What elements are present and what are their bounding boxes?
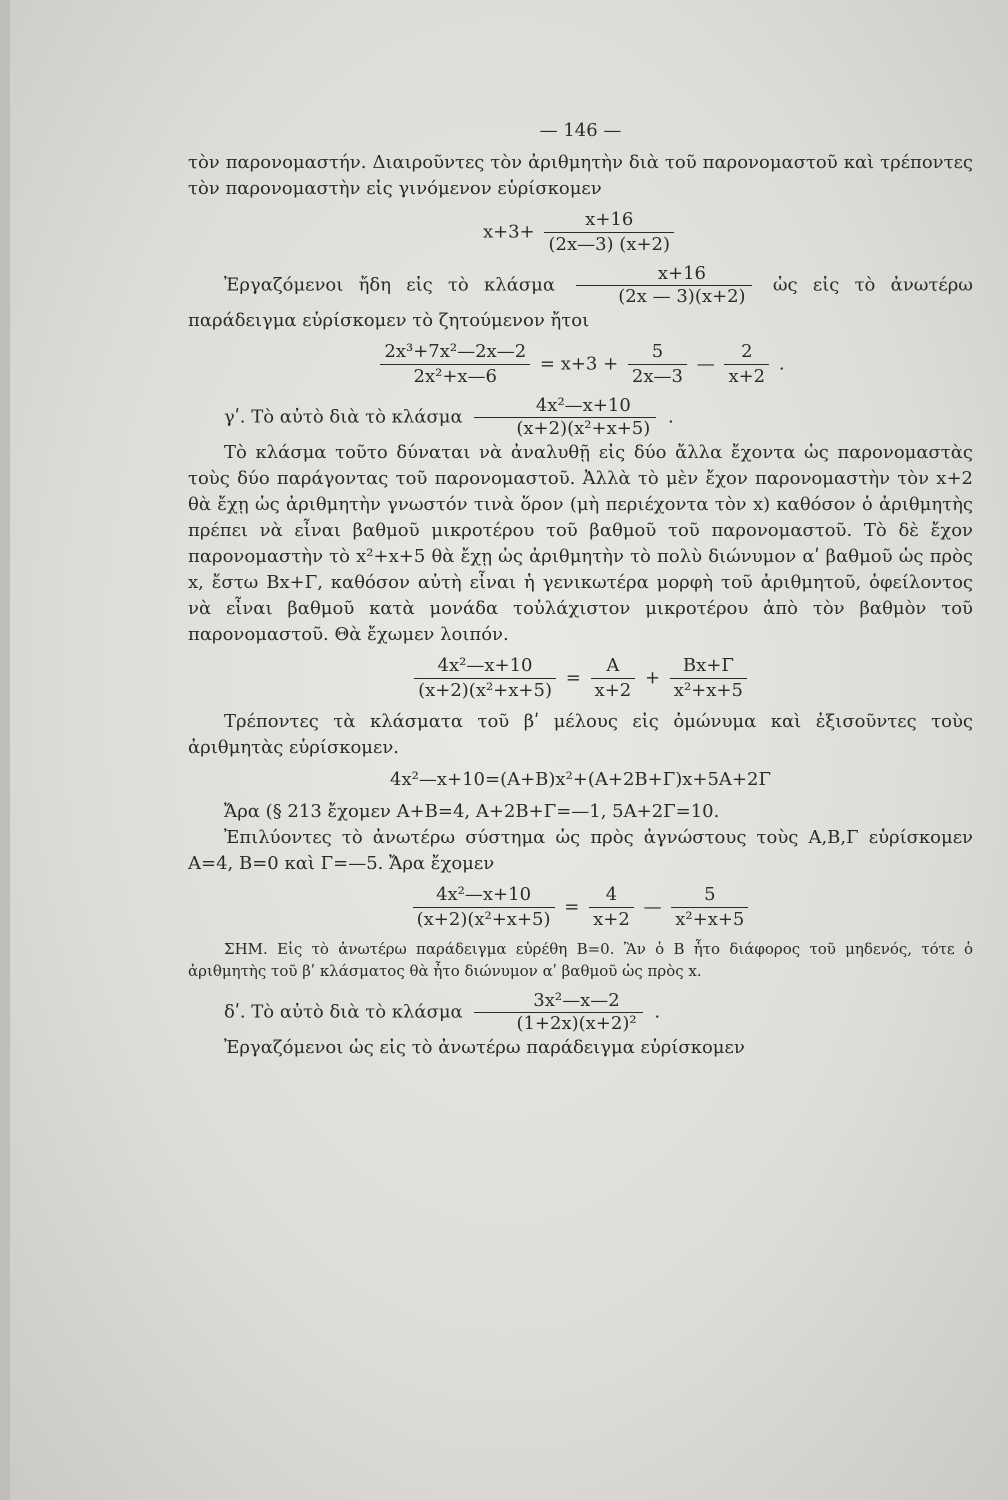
paragraph-5: Τρέποντες τὰ κλάσματα τοῦ βʹ μέλους εἰς ὁμώνυμα καὶ ἐξισοῦντες τοὺς ἀριθμητὰς εὑρίσκομεν. [188, 711, 973, 758]
fraction-denominator: (x+2)(x²+x+5) [416, 909, 551, 930]
equation-1-lead: x+3+ [482, 221, 535, 243]
fraction-numerator: 5 [671, 883, 748, 908]
fraction-numerator: 3x²—x—2 [474, 990, 642, 1013]
fraction-denominator: (2x — 3)(x+2) [618, 286, 746, 307]
paragraph-8 [188, 990, 973, 1035]
paragraph-2-start: Ἐργαζόμενοι ἤδη εἰς τὸ κλάσμα [224, 274, 555, 296]
fraction-denominator: (x+2)(x²+x+5) [516, 418, 651, 439]
paragraph-1: τὸν παρονομαστήν. Διαιροῦντες τὸν ἀριθμητὴν διὰ τοῦ παρονομαστοῦ καὶ τρέποντες τὸν παρονομαστὴν εἰς γινόμενον εὑρίσκομεν [188, 152, 973, 199]
fraction-numerator: Bx+Γ [670, 654, 747, 679]
fraction-denominator: x²+x+5 [673, 680, 743, 701]
fraction-denominator: 2x²+x—6 [413, 366, 498, 387]
fraction-denominator: (2x—3) (x+2) [548, 234, 671, 255]
page-edge [0, 0, 10, 1500]
equation-5 [188, 883, 973, 932]
fraction-numerator: 2x³+7x²—2x—2 [380, 340, 530, 365]
paragraph-3-end: . [668, 406, 674, 428]
fraction-numerator: 4x²—x+10 [414, 654, 556, 679]
equation-2-term-2 [724, 340, 769, 389]
paragraph-8-end: . [654, 1001, 661, 1023]
fraction-denominator: x+2 [594, 680, 632, 701]
equation-3-term-1 [591, 654, 636, 703]
fraction-numerator: 2 [724, 340, 769, 365]
paragraph-8-start: δʹ. Τὸ αὐτὸ διὰ τὸ κλάσμα [224, 1001, 463, 1023]
paragraph-8-fraction [474, 990, 642, 1035]
fraction-numerator: x+16 [576, 263, 751, 286]
paragraph-6: Ἄρα (§ 213 ἔχομεν A+B=4, A+2B+Γ=—1, 5A+2Γ=10. [224, 801, 720, 822]
equation-3-equals: = [565, 667, 581, 689]
equation-2-lhs [380, 340, 530, 389]
paragraph-3-fraction [474, 395, 656, 440]
equation-3-lhs [414, 654, 556, 703]
fraction-numerator: 5 [628, 340, 687, 365]
equation-3 [188, 654, 973, 703]
note: ΣΗΜ. Εἰς τὸ ἀνωτέρω παράδειγμα εὑρέθη B=0. Ἂν ὁ B ἦτο διάφορος τοῦ μηδενός, τότε ὁ ἀριθμητὴς τοῦ βʹ κλάσματος θὰ ἦτο διώνυμον αʹ βαθμοῦ ὡς πρὸς x. [188, 940, 973, 980]
equation-5-minus: — [643, 896, 662, 918]
equation-5-lhs [413, 883, 555, 932]
fraction-denominator: x+2 [728, 366, 766, 387]
paragraph-7: Ἐπιλύοντες τὸ ἀνωτέρω σύστημα ὡς πρὸς ἀγνώστους τοὺς A,B,Γ εὑρίσκομεν A=4, B=0 καὶ Γ=—5. Ἄρα ἔχομεν [188, 827, 973, 874]
fraction-numerator: x+16 [544, 208, 674, 233]
fraction-numerator: 4x²—x+10 [474, 395, 656, 418]
page-content [188, 118, 973, 1061]
equation-3-plus: + [644, 667, 661, 689]
equation-2-term-1 [628, 340, 687, 389]
paragraph-2 [188, 263, 973, 334]
fraction-numerator: 4 [589, 883, 634, 908]
paragraph-3-start: γʹ. Τὸ αὐτὸ διὰ τὸ κλάσμα [224, 406, 463, 428]
paragraph-2-fraction [576, 263, 751, 308]
equation-1 [188, 208, 973, 257]
fraction-numerator: 4x²—x+10 [413, 883, 555, 908]
fraction-denominator: 2x—3 [631, 366, 683, 387]
fraction-denominator: x²+x+5 [675, 909, 745, 930]
equation-5-equals: = [564, 896, 580, 918]
equation-3-term-2 [670, 654, 747, 703]
paragraph-9: Ἐργαζόμενοι ὡς εἰς τὸ ἀνωτέρω παράδειγμα εὑρίσκομεν [224, 1037, 745, 1058]
equation-5-term-1 [589, 883, 634, 932]
equation-2-end: . [778, 353, 785, 375]
equation-2 [188, 340, 973, 389]
fraction-denominator: (1+2x)(x+2)² [516, 1013, 637, 1034]
fraction-numerator: A [591, 654, 636, 679]
equation-2-mid: = x+3 + [539, 353, 619, 375]
fraction-denominator: (x+2)(x²+x+5) [418, 680, 552, 701]
equation-2-minus: — [696, 353, 715, 375]
paragraph-4: Τὸ κλάσμα τοῦτο δύναται νὰ ἀναλυθῇ εἰς δύο ἄλλα ἔχοντα ὡς παρονομαστὰς τοὺς δύο παράγοντας τοῦ παρονομαστοῦ. Ἀλλὰ τὸ μὲν ἔχον παρονομαστὴν τὸν x+2 θὰ ἔχῃ ὡς ἀριθμητὴν γνωστόν τινὰ ὅρον (μὴ περιέχοντα τὸν x) καθόσον ὁ ἀριθμητὴς πρέπει νὰ εἶναι βαθμοῦ μικροτέρου τοῦ βαθμοῦ τοῦ παρονομαστοῦ. Τὸ δὲ ἔχον παρονομαστὴν τὸ x²+x+5 θὰ ἔχῃ ὡς ἀριθμητὴν τὸ πολὺ διώνυμον αʹ βαθμοῦ ὡς πρὸς x, ἔστω Bx+Γ, καθόσον αὐτὴ εἶναι ἡ γενικωτέρα μορφὴ τοῦ ἀριθμητοῦ, ὀφείλοντος νὰ εἶναι βαθμοῦ κατὰ μονάδα τοὐλάχιστον μικροτέρου ἀπὸ τὸν βαθμὸν τοῦ παρονομαστοῦ. Θὰ ἔχωμεν λοιπόν. [188, 442, 973, 645]
equation-4: 4x²—x+10=(A+B)x²+(A+2B+Γ)x+5A+2Γ [390, 769, 771, 790]
page-number: — 146 — [539, 120, 622, 141]
equation-1-fraction [544, 208, 674, 257]
equation-5-term-2 [671, 883, 748, 932]
fraction-denominator: x+2 [593, 909, 630, 930]
paragraph-3 [188, 395, 973, 440]
paragraph-2-end: ὡς εἰς τὸ ἀνωτέρω παράδειγμα εὑρίσκομεν τὸ ζητούμενον ἤτοι [188, 274, 973, 331]
